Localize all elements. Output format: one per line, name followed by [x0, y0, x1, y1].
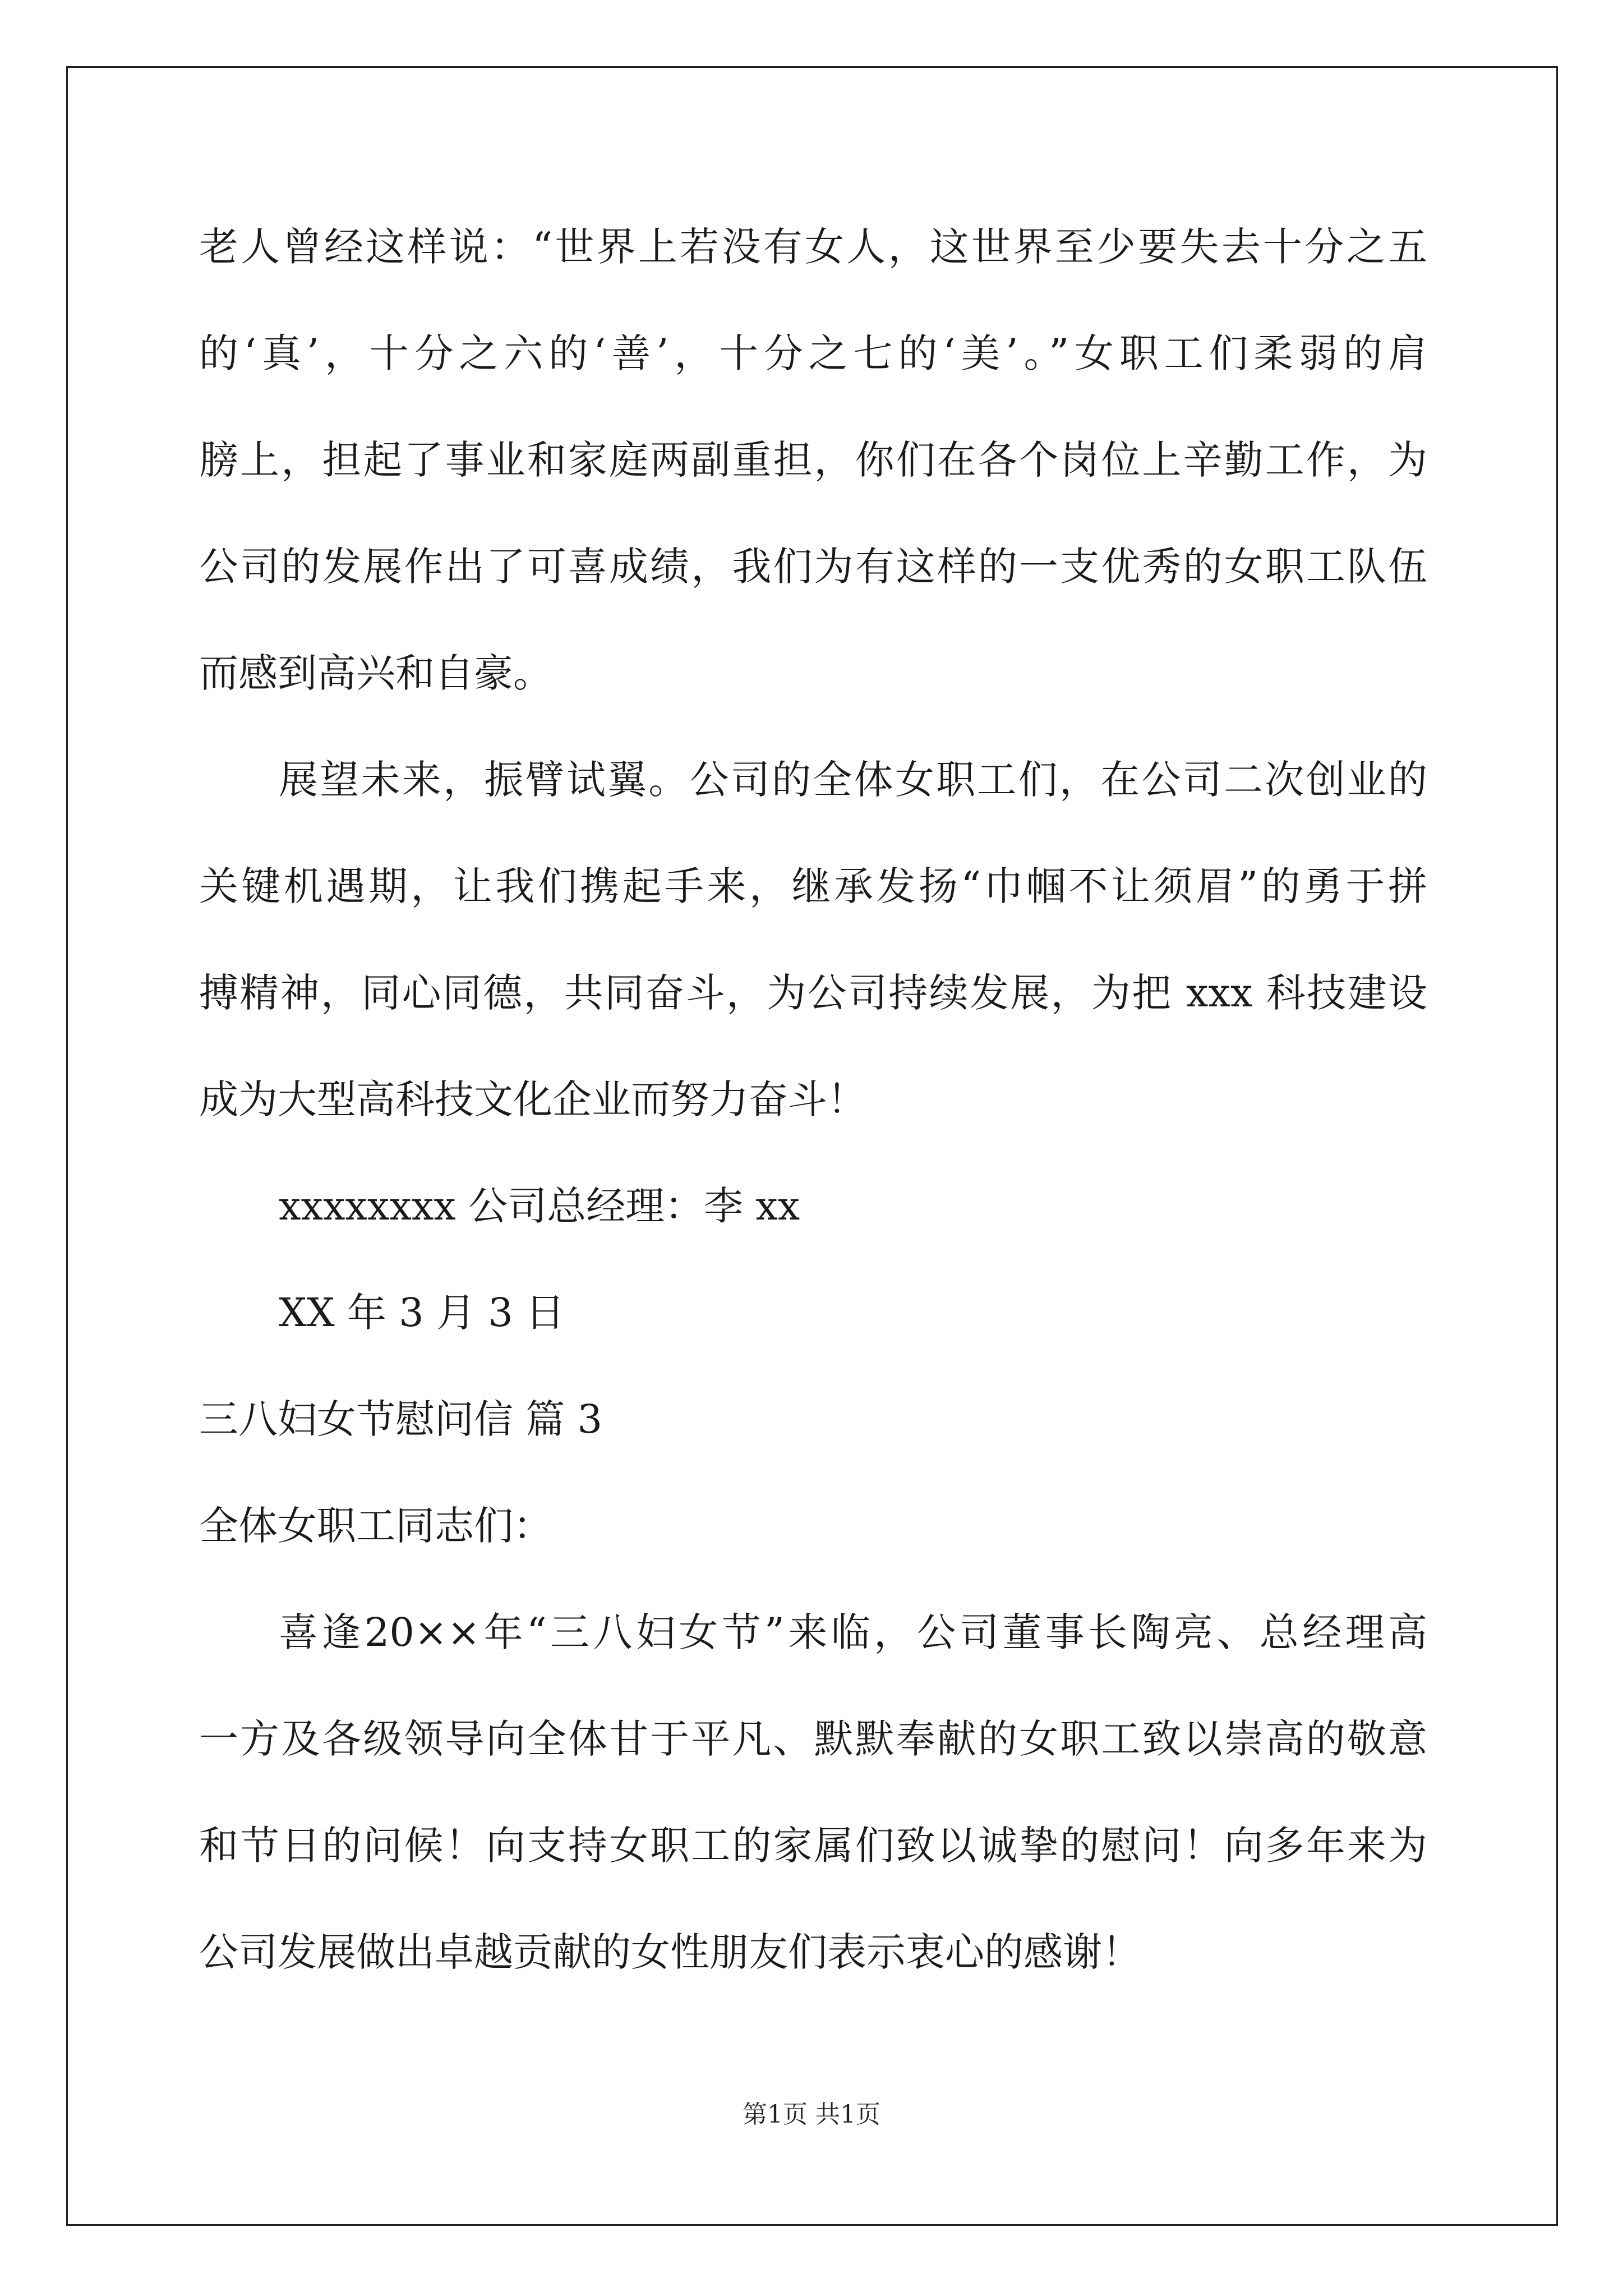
signature-date: XX 年 3 月 3 日	[279, 1290, 565, 1336]
page-border	[66, 66, 1558, 2226]
page-footer: 第1页 共1页	[743, 2100, 880, 2129]
signature-company: xxxxxxxx 公司总经理：李 xx	[279, 1183, 800, 1229]
body-line-5: 而感到高兴和自豪。	[199, 650, 552, 696]
body-line-4: 公司的发展作出了可喜成绩，我们为有这样的一支优秀的女职工队伍	[199, 544, 1427, 590]
body-line-2: 的‘真’，十分之六的‘善’，十分之七的‘美’。”女职工们柔弱的肩	[199, 330, 1427, 376]
body-line-8: 搏精神，同心同德，共同奋斗，为公司持续发展，为把 xxx 科技建设	[199, 970, 1427, 1016]
body-line-14: 喜逢20××年“三八妇女节”来临，公司董事长陶亮、总经理高	[279, 1609, 1427, 1655]
body-line-6: 展望未来，振臂试翼。公司的全体女职工们，在公司二次创业的	[279, 757, 1427, 803]
body-line-17: 公司发展做出卓越贡献的女性朋友们表示衷心的感谢！	[199, 1929, 1141, 1975]
salutation: 全体女职工同志们：	[199, 1503, 552, 1549]
body-line-7: 关键机遇期，让我们携起手来，继承发扬“巾帼不让须眉”的勇于拼	[199, 863, 1427, 909]
body-line-1: 老人曾经这样说：“世界上若没有女人，这世界至少要失去十分之五	[199, 224, 1427, 270]
body-line-9: 成为大型高科技文化企业而努力奋斗！	[199, 1076, 866, 1122]
body-line-15: 一方及各级领导向全体甘于平凡、默默奉献的女职工致以崇高的敬意	[199, 1716, 1427, 1762]
section-heading: 三八妇女节慰问信 篇 3	[199, 1396, 603, 1442]
body-line-16: 和节日的问候！向支持女职工的家属们致以诚挚的慰问！向多年来为	[199, 1823, 1427, 1869]
body-line-3: 膀上，担起了事业和家庭两副重担，你们在各个岗位上辛勤工作，为	[199, 437, 1427, 483]
